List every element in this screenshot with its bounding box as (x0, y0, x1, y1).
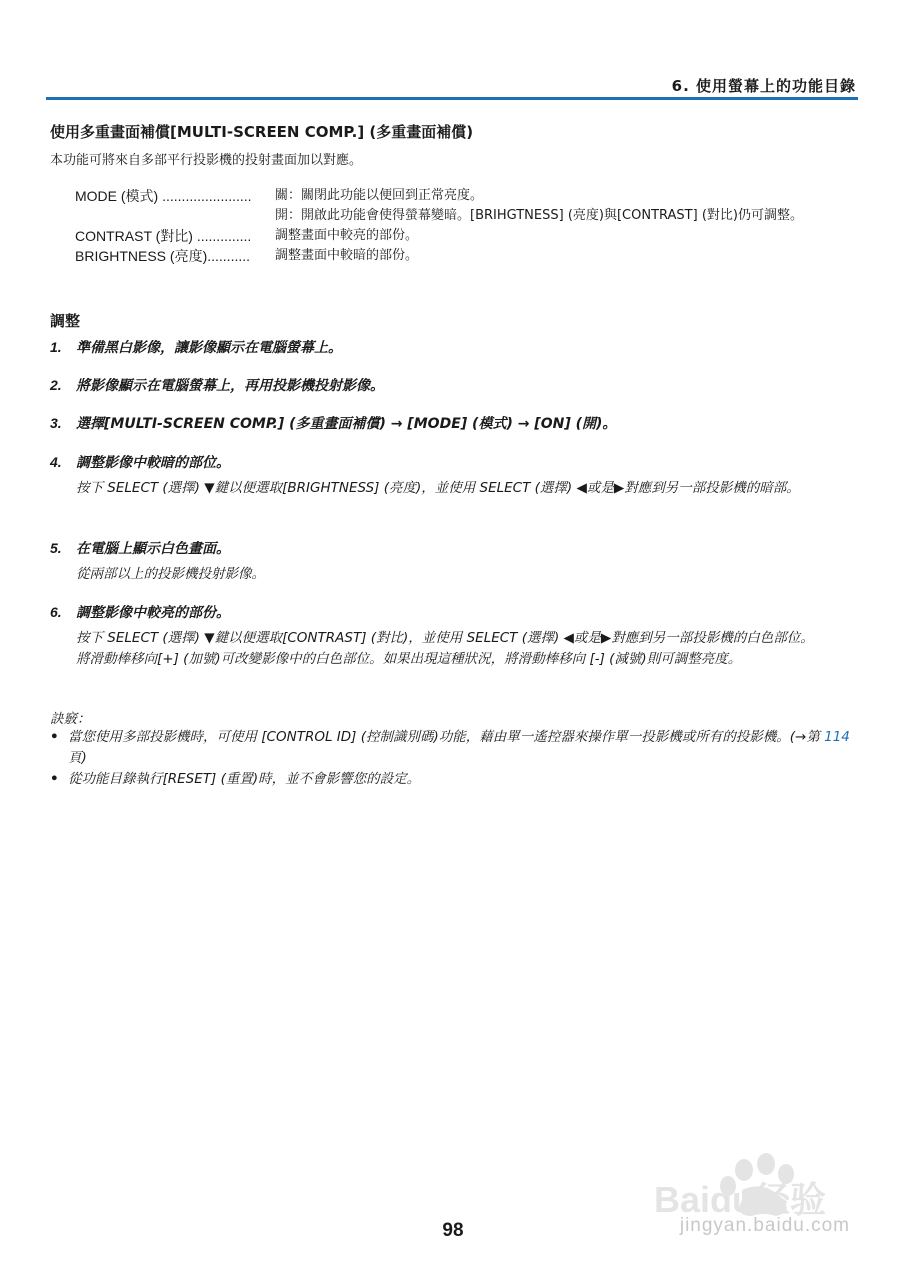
step-heading: 在電腦上顯示白色畫面。 (76, 541, 230, 557)
definition-term (75, 206, 275, 226)
step-heading: 選擇[MULTI-SCREEN COMP.] (多重畫面補償) → [MODE] (模式) → [ON] (開)。 (76, 416, 617, 432)
definition-list (75, 186, 865, 266)
definition-row (75, 246, 865, 266)
definition-row (75, 226, 865, 246)
watermark-url: jingyan.baidu.com (679, 1215, 850, 1236)
watermark-logo-text: Baidu经验 (654, 1179, 827, 1220)
step-number: 4. (50, 454, 62, 470)
step-item (50, 413, 860, 433)
bullet-icon: • (50, 771, 59, 787)
section-title: 使用多重畫面補償[MULTI-SCREEN COMP.] (多重畫面補償) (50, 123, 474, 141)
tip-text-main: 當您使用多部投影機時，可使用 [CONTROL ID] (控制識別碼)功能，藉由單一遙控器來操作單一投影機或所有的投影機。(→第 (68, 729, 825, 745)
step-heading: 調整影像中較亮的部份。 (76, 605, 230, 621)
step-item (50, 452, 860, 499)
definition-term: MODE (模式) ....................... (75, 188, 252, 204)
step-item (50, 375, 860, 395)
step-body: 從兩部以上的投影機投射影像。 (76, 566, 265, 582)
step-number: 3. (50, 415, 62, 431)
section-intro: 本功能可將來自多部平行投影機的投射畫面加以對應。 (50, 153, 363, 168)
step-number: 1. (50, 339, 62, 355)
definition-term: BRIGHTNESS (亮度)........... (75, 248, 251, 264)
definition-desc: 調整畫面中較亮的部份。 (275, 228, 419, 243)
tip-text (68, 727, 860, 769)
step-body-line: 按下 SELECT (選擇) ▼鍵以便選取[CONTRAST] (對比)，並使用 SELECT (選擇) ◀或是▶對應到另一部投影機的白色部位。 (76, 630, 814, 646)
running-header: 6. 使用螢幕上的功能目錄 (671, 77, 856, 95)
step-body: 按下 SELECT (選擇) ▼鍵以便選取[BRIGHTNESS] (亮度)，並使用 SELECT (選擇) ◀或是▶對應到另一部投影機的暗部。 (76, 480, 800, 496)
tips-list (50, 727, 860, 790)
adjust-title: 調整 (50, 312, 81, 330)
tips-title: 訣竅： (50, 711, 91, 727)
step-number: 5. (50, 540, 62, 556)
step-number: 2. (50, 377, 62, 393)
step-number: 6. (50, 604, 62, 620)
tip-item (50, 727, 860, 769)
step-body-line: 將滑動棒移向[+] (加號)可改變影像中的白色部位。如果出現這種狀況，將滑動棒移向 [-] (減號)則可調整亮度。 (76, 651, 742, 667)
step-heading: 準備黑白影像，讓影像顯示在電腦螢幕上。 (76, 340, 342, 356)
bullet-icon: • (50, 729, 59, 745)
tip-text-tail: 頁) (68, 750, 87, 766)
definition-term: CONTRAST (對比) .............. (75, 228, 252, 244)
page-number: 98 (442, 1220, 464, 1241)
step-item (50, 337, 860, 357)
step-body (76, 628, 860, 670)
definition-row (75, 206, 865, 226)
header-rule (46, 97, 858, 100)
definition-row (75, 186, 865, 206)
step-heading: 將影像顯示在電腦螢幕上，再用投影機投射影像。 (76, 378, 384, 394)
definition-desc: 開：開啟此功能會使得螢幕變暗。[BRIHGTNESS] (亮度)與[CONTRAST] (對比)仍可調整。 (275, 208, 803, 223)
definition-desc: 調整畫面中較暗的部份。 (275, 248, 419, 263)
tip-text: 從功能目錄執行[RESET] (重置)時，並不會影響您的設定。 (68, 771, 421, 787)
definition-desc: 關：關閉此功能以便回到正常亮度。 (275, 188, 484, 203)
step-item (50, 538, 860, 585)
page-link[interactable]: 114 (824, 729, 850, 745)
step-heading: 調整影像中較暗的部位。 (76, 455, 230, 471)
tip-item (50, 769, 860, 790)
step-item (50, 602, 860, 670)
